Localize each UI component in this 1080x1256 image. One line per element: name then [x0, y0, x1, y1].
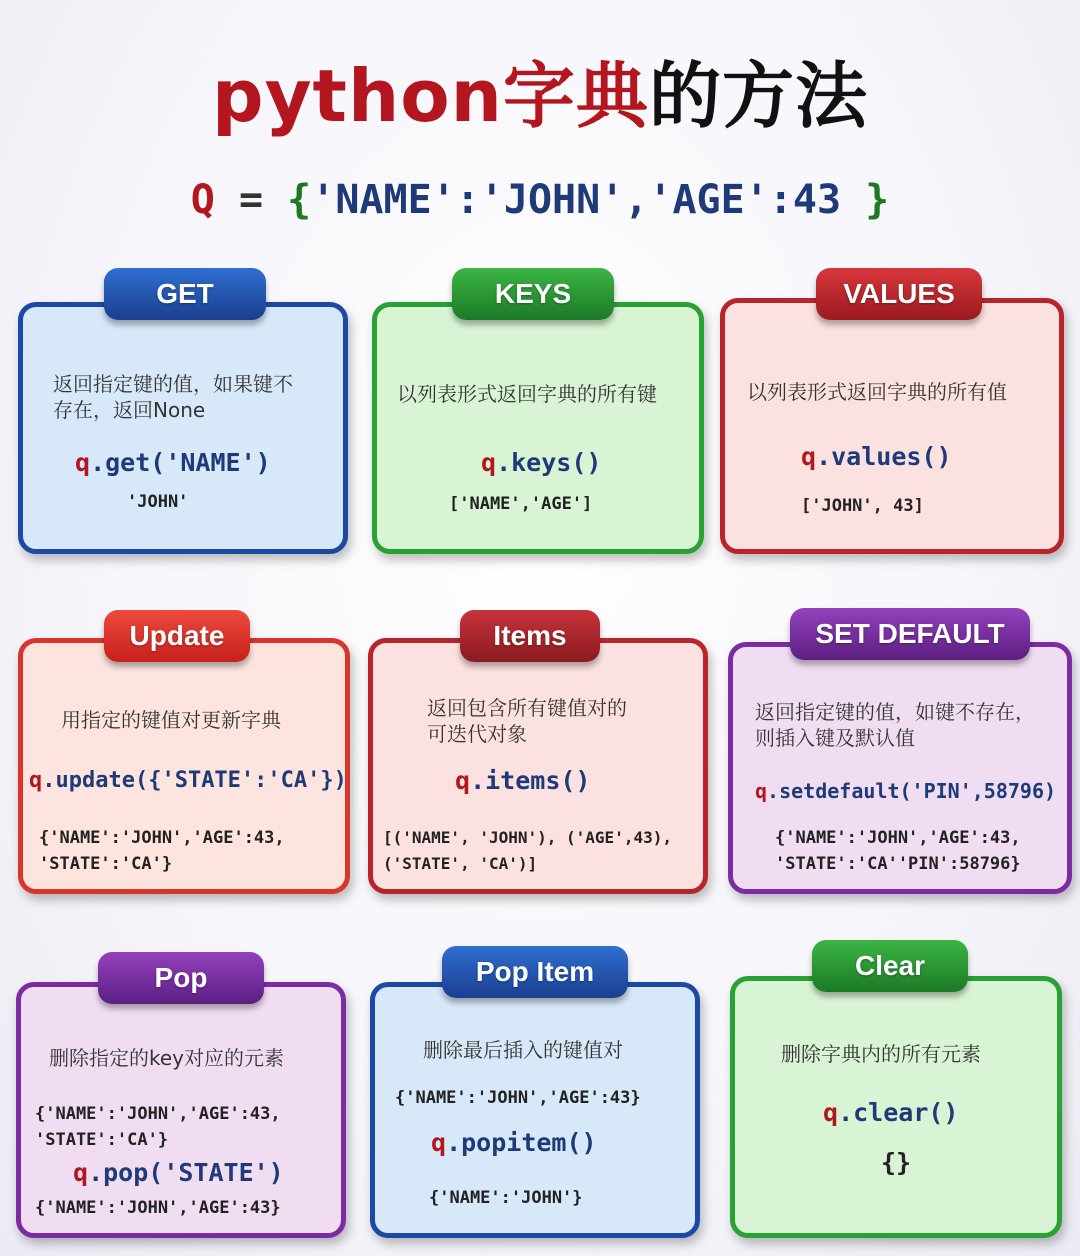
pop-code-call: .pop('STATE') [88, 1158, 284, 1187]
keys-code [481, 447, 601, 479]
popitem-before: {'NAME':'JOHN','AGE':43} [395, 1088, 641, 1108]
title-python: python [212, 54, 503, 138]
popitem-code-call: .popitem() [446, 1128, 597, 1157]
items-code [455, 765, 590, 797]
pop-before-line1: {'NAME':'JOHN','AGE':43, [35, 1104, 281, 1124]
title-dict: 字典 [502, 54, 649, 138]
get-code-q: q [75, 448, 91, 477]
tab-values: VALUES [816, 268, 982, 320]
keys-code-q: q [481, 448, 497, 477]
dict-definition [0, 170, 1080, 230]
items-result-line1: [('NAME', 'JOHN'), ('AGE',43), [383, 828, 672, 847]
tab-pop: Pop [98, 952, 264, 1004]
tab-get: GET [104, 268, 266, 320]
title-methods: 的方法 [648, 54, 868, 138]
get-result: 'JOHN' [127, 492, 189, 512]
setdefault-code-q: q [755, 779, 768, 803]
tab-setdefault: SET DEFAULT [790, 608, 1030, 660]
keys-result: ['NAME','AGE'] [449, 494, 593, 514]
dict-open-brace: { [287, 177, 312, 223]
pop-before-line2: 'STATE':'CA'} [35, 1130, 169, 1150]
items-desc-line1: 返回包含所有键值对的 [427, 696, 627, 720]
get-desc-line2: 存在，返回None [53, 398, 206, 422]
card-get [18, 302, 348, 554]
update-result-line2: 'STATE':'CA'} [39, 854, 173, 874]
pop-desc: 删除指定的key对应的元素 [49, 1046, 285, 1070]
card-clear [730, 976, 1062, 1238]
popitem-code-q: q [431, 1128, 447, 1157]
popitem-code [431, 1127, 597, 1159]
setdefault-result-line1: {'NAME':'JOHN','AGE':43, [775, 828, 1021, 848]
tab-keys: KEYS [452, 268, 614, 320]
values-desc: 以列表形式返回字典的所有值 [747, 380, 1007, 404]
card-popitem [370, 982, 700, 1238]
dict-equals: = [238, 177, 264, 223]
page-title [0, 48, 1080, 144]
clear-desc: 删除字典内的所有元素 [781, 1042, 981, 1066]
keys-code-call: .keys() [496, 448, 602, 477]
items-code-call: .items() [470, 766, 591, 795]
keys-desc: 以列表形式返回字典的所有键 [397, 382, 657, 406]
setdefault-desc-line1: 返回指定键的值，如键不存在， [755, 700, 1035, 724]
items-desc-line2: 可迭代对象 [427, 722, 527, 746]
clear-code-call: .clear() [838, 1098, 959, 1127]
setdefault-code-call: .setdefault('PIN',58796) [767, 779, 1057, 803]
card-setdefault [728, 642, 1072, 894]
get-code [75, 447, 271, 479]
dict-close-brace: } [865, 177, 890, 223]
dict-body: 'NAME':'JOHN','AGE':43 [311, 177, 842, 223]
tab-update: Update [104, 610, 250, 662]
values-code-call: .values() [816, 442, 952, 471]
pop-code [73, 1157, 284, 1189]
update-desc: 用指定的键值对更新字典 [61, 708, 281, 732]
values-result: ['JOHN', 43] [801, 496, 924, 516]
clear-code-q: q [823, 1098, 839, 1127]
card-keys [372, 302, 704, 554]
get-code-call: .get('NAME') [90, 448, 271, 477]
setdefault-result-line2: 'STATE':'CA''PIN':58796} [775, 854, 1021, 874]
items-result-line2: ('STATE', 'CA')] [383, 854, 538, 873]
clear-code [823, 1097, 958, 1129]
tab-popitem: Pop Item [442, 946, 628, 998]
update-code [29, 765, 347, 797]
update-result-line1: {'NAME':'JOHN','AGE':43, [39, 828, 285, 848]
clear-result: {} [881, 1148, 912, 1177]
card-pop [16, 982, 346, 1238]
pop-code-q: q [73, 1158, 89, 1187]
values-code [801, 441, 952, 473]
update-code-call: .update({'STATE':'CA'}) [42, 768, 347, 793]
tab-items: Items [460, 610, 600, 662]
popitem-desc: 删除最后插入的键值对 [423, 1038, 623, 1062]
popitem-result: {'NAME':'JOHN'} [429, 1188, 583, 1208]
update-code-q: q [29, 768, 43, 793]
card-items [368, 638, 708, 894]
setdefault-desc-line2: 则插入键及默认值 [755, 726, 915, 750]
values-code-q: q [801, 442, 817, 471]
card-values [720, 298, 1064, 554]
items-code-q: q [455, 766, 471, 795]
tab-clear: Clear [812, 940, 968, 992]
setdefault-code [755, 775, 1056, 807]
dict-var: Q [190, 177, 215, 223]
pop-result: {'NAME':'JOHN','AGE':43} [35, 1198, 281, 1218]
get-desc-line1: 返回指定键的值，如果键不 [53, 372, 293, 396]
card-update [18, 638, 350, 894]
